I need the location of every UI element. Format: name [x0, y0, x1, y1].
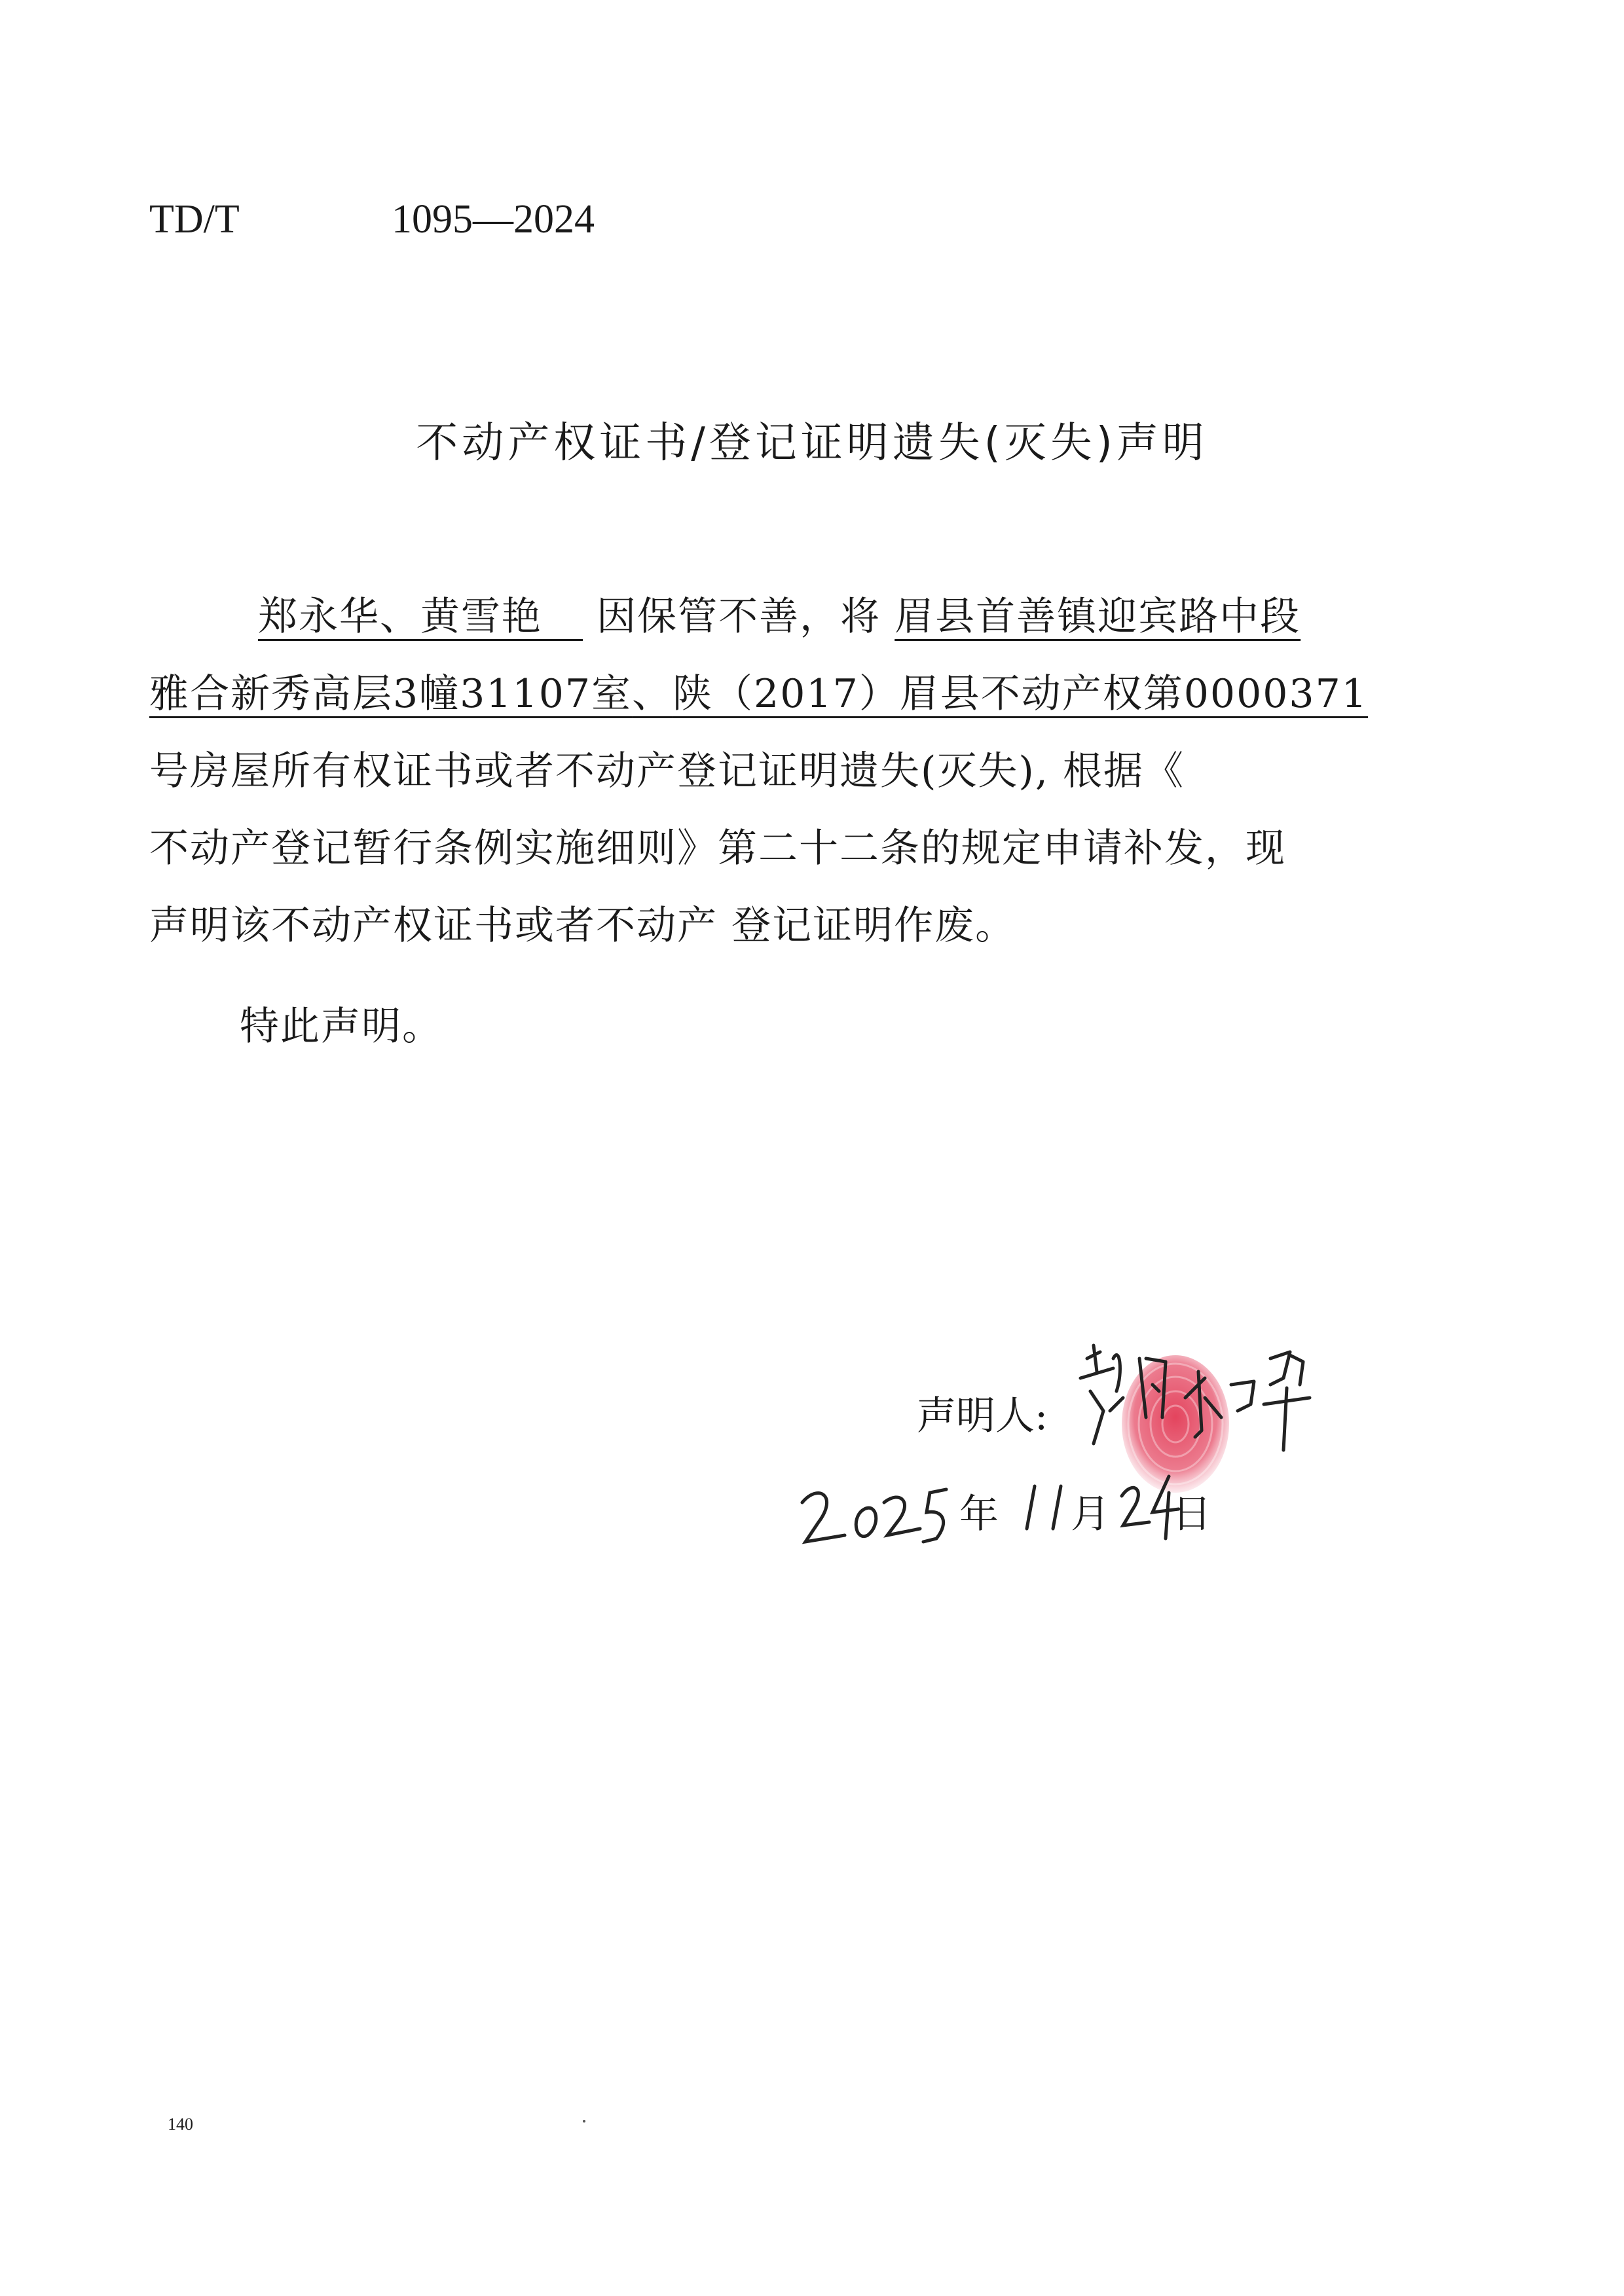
handwritten-year [792, 1463, 956, 1561]
body-text: 因保管不善，将 [597, 594, 881, 640]
property-address: 眉县首善镇迎宾路中段 [895, 594, 1301, 640]
scan-speck [583, 2120, 585, 2123]
day-unit: 日 [1172, 1491, 1211, 1537]
month-unit: 月 [1071, 1491, 1110, 1537]
body-line-1 [149, 594, 1301, 640]
standard-number: 1095—2024 [392, 197, 595, 242]
certificate-number: 陕（2017）眉县不动产权第0000371 [673, 671, 1368, 717]
body-line-4: 不动产登记暂行条例实施细则》第二十二条的规定申请补发，现 [149, 826, 1286, 871]
body-line-2: 雅合新秀高层3幢31107室、陕（2017）眉县不动产权第0000371 [149, 671, 1368, 717]
handwritten-signature [1074, 1332, 1349, 1463]
year-unit: 年 [959, 1491, 999, 1537]
body-line-5: 声明该不动产权证书或者不动产 登记证明作废。 [149, 903, 1016, 949]
owner-names: 郑永华、黄雪艳 [258, 594, 542, 640]
body-line-3: 号房屋所有权证书或者不动产登记证明遗失(灭失), 根据《 [149, 748, 1185, 794]
page-number: 140 [168, 2115, 193, 2134]
property-address-cont: 雅合新秀高层3幢31107室 [149, 671, 633, 717]
handwritten-month [1015, 1470, 1074, 1542]
closing-statement: 特此声明。 [240, 1004, 443, 1049]
document-title: 不动产权证书/登记证明遗失(灭失)声明 [416, 419, 1208, 467]
standard-code: TD/T [149, 197, 240, 242]
declarant-label: 声明人: [917, 1393, 1048, 1439]
